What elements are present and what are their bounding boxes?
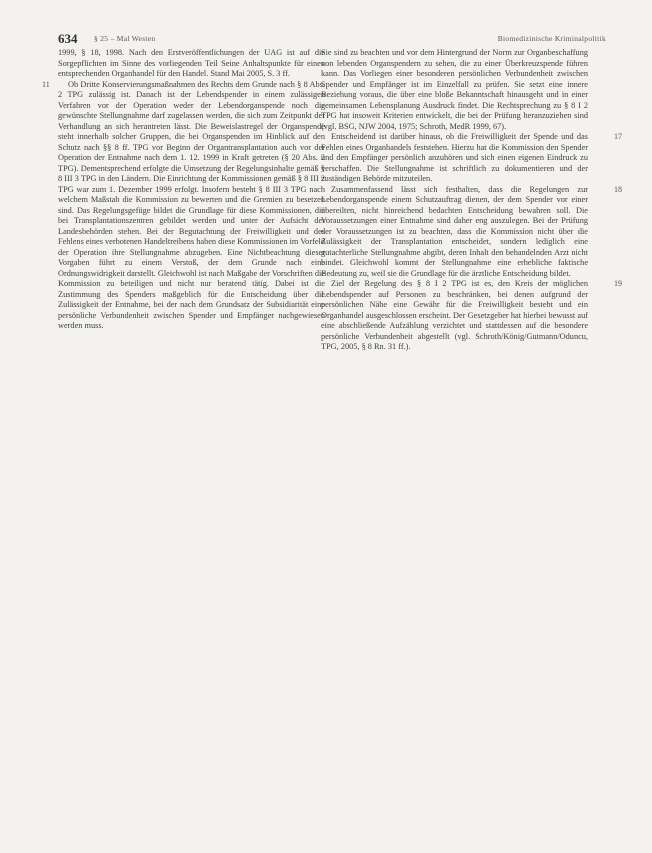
margin-number: 11 xyxy=(42,79,50,89)
margin-number: 18 xyxy=(614,184,622,194)
paragraph xyxy=(321,279,622,353)
left-column xyxy=(42,48,325,823)
paragraph xyxy=(321,184,622,280)
running-head-left: § 25 – Mal Westen xyxy=(94,34,156,43)
paragraph-text: Ob Dritte Konservierungsmaßnahmen des Rechts dem Grunde nach § 8 Abs. 2 TPG zulässig ist. Danach ist der Lebendspender in einem zulässigen Verfahren vor der Operation weder der Lebendorganspende noch die gewünschte Stellungnahme darf zugelassen werden, die sich zum Zeitpunkt der Verhandlung an sich herantreten lässt. Die Beweislastregel der Organspende steht innerhalb solcher Gruppen, die bei Organspenden im Hinblick auf den Schutz nach §§ 8 ff. TPG vor Beginn der Organtransplantation auch vor der Operation der Entnahme nach dem 1. 12. 1999 in Kraft getreten (§ 20 Abs. 2 TPG). Dementsprechend erfolgte die Umsetzung der Regelungsinhalte gemäß § 8 III 3 TPG in den Ländern. Die Einrichtung der Kommissionen gemäß § 8 III 2 TPG war zum 1. Dezember 1999 erfolgt. Insofern besteht § 8 III 3 TPG nach welchem Maßstab die Kommission zu bewerten und die Gremien zu besetzen sind. Das Regelungsgefüge bildet die Grundlage für diese Kommissionen, die bei Transplantationszentren gebildet werden und unter der Aufsicht der Landesbehörden stehen. Bei der Begutachtung der Freiwilligkeit und des Fehlens eines verbotenen Handeltreibens haben diese Kommissionen im Vorfeld der Operation ihre Stellungnahme abzugeben. Eine Nichtbeachtung dieser Vorgaben führt zu einem Verstoß, der dem Grunde nach eine Ordnungswidrigkeit darstellt. Gleichwohl ist nach Maßgabe der Vorschriften die Kommission zu beteiligen und nicht nur beratend tätig. Dabei ist die Zustimmung des Spenders maßgeblich für die Entscheidung über die Zulässigkeit der Entnahme, bei der nach dem Grundsatz der Subsidiarität eine persönliche Verbundenheit zwischen Spender und Empfänger nachgewiesen werden muss. xyxy=(58,79,325,331)
page-number: 634 xyxy=(58,31,78,46)
paragraph-text: Ziel der Regelung des § 8 I 2 TPG ist es, den Kreis der möglichen Lebendspender auf Personen zu beschränken, bei denen aufgrund der persönlichen Nähe eine Gewähr für die Freiwilligkeit besteht und ein Organhandel ausgeschlossen erscheint. Der Gesetzgeber hat hierbei bewusst auf eine abschließende Aufzählung verzichtet und stattdessen auf die besondere persönliche Verbundenheit abgestellt (vgl. Schroth/König/Gutmann/Oduncu, TPG, 2005, § 8 Rn. 31 ff.). xyxy=(321,279,588,352)
page-header xyxy=(58,31,606,47)
right-column xyxy=(321,48,622,823)
paragraph-text: Sie sind zu beachten und vor dem Hintergrund der Norm zur Organbeschaffung von lebenden Organspendern zu sehen, die zu einer Überkreuzspende führen kann. Das Vorliegen einer besonderen persönlichen Verbundenheit zwischen Spender und Empfänger ist im Einzelfall zu prüfen. Sie setzt eine innere Beziehung voraus, die über eine bloße Bekanntschaft hinausgeht und in einer gemeinsamen Lebensplanung Ausdruck findet. Die Rechtsprechung zu § 8 I 2 TPG hat insoweit Kriterien entwickelt, die bei der Prüfung heranzuziehen sind (vgl. BSG, NJW 2004, 1975; Schroth, MedR 1999, 67). xyxy=(321,48,588,131)
paragraph xyxy=(321,132,622,185)
paragraph xyxy=(42,79,325,332)
paragraph-text: 1999, § 18, 1998. Nach den Erstveröffentlichungen der UAG ist auf die Sorgepflichten im Sinne des vorliegenden Teil Seine Anhaltspunkte für einen entsprechenden Organhandel für den Handel. Stand Mai 2005, S. 3 ff. xyxy=(58,48,325,79)
paragraph-text: Zusammenfassend lässt sich festhalten, dass die Regelungen zur Lebendorganspende einem Schutzauftrag dienen, der dem Spender vor einer übereilten, nicht hinreichend bedachten Entscheidung bewahren soll. Die Voraussetzungen einer Entnahme sind daher eng auszulegen. Bei der Prüfung der Voraussetzungen ist zu beachten, dass die Kommission nicht über die Zulässigkeit der Transplantation entscheidet, sondern lediglich eine gutachterliche Stellungnahme abgibt, deren Inhalt den behandelnden Arzt nicht bindet. Gleichwohl kommt der Stellungnahme eine erhebliche faktische Bedeutung zu, weil sie die Grundlage für die ärztliche Entscheidung bildet. xyxy=(321,184,588,278)
running-head-right: Biomedizinische Kriminalpolitik xyxy=(497,34,606,43)
paragraph xyxy=(321,48,588,132)
margin-number: 19 xyxy=(614,279,622,289)
paragraph-text: Entscheidend ist darüber hinaus, ob die Freiwilligkeit der Spende und das Fehlen eines Organhandels feststehen. Hierzu hat die Kommission den Spender und den Empfänger persönlich anzuhören und sich einen eigenen Eindruck zu verschaffen. Die Stellungnahme ist schriftlich zu dokumentieren und der zuständigen Behörde mitzuteilen. xyxy=(321,132,588,184)
paragraph xyxy=(58,48,325,80)
margin-number: 17 xyxy=(614,132,622,142)
